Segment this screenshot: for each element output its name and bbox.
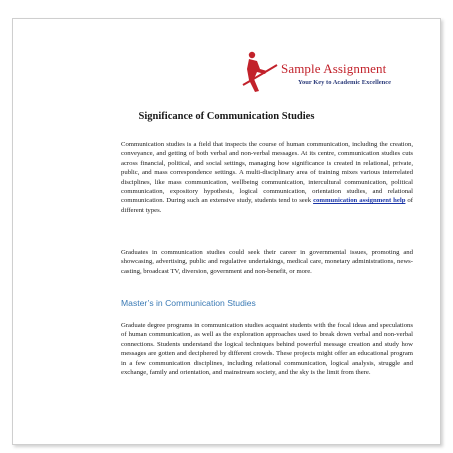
brand-logo	[241, 47, 431, 99]
section-heading-masters: Master’s in Communication Studies	[121, 298, 256, 308]
document-page	[12, 18, 441, 445]
logo-name: Sample Assignment	[281, 61, 387, 76]
page-title: Significance of Communication Studies	[138, 111, 315, 122]
paragraph-intro-tail: of different types.	[121, 197, 413, 214]
paragraph-careers: Graduates in communication studies could seek their career in governmental issues, promoting and showcasing, advertising, public and regulative undertakings, medical care, monetary administrations, news-casting, broadcast TV, diversion, government and non-benefit, or more.	[121, 249, 413, 275]
logo-tagline: Your Key to Academic Excellence	[298, 79, 392, 86]
paragraph-intro-text: Communication studies is a field that inspects the course of human communication, including the creation, conveyance, and getting of both verbal and non-verbal messages. At its centre, communication studies cuts across financial, political, and social settings, managing how significance is created in relational, private, public, and mass correspondence settings. A multi-disciplinary area of training mixes various interrelated disciplines, like mass communication, wellbeing communication, intercultural communication, political communication, expository hypothesis, logical communication, orientation studies, and relational communication. During such an extensive study, students tend to seek	[121, 141, 413, 205]
paragraph-intro	[121, 140, 413, 215]
logo-figure-icon	[241, 47, 281, 95]
paragraph-masters: Graduate degree programs in communication studies acquaint students with the focal ideas and speculations of human communication, as well as the exploration approaches used to break down verbal and non-verbal connections. Students understand the logical techniques behind powerful message creation and study how messages are gotten and deciphered by different crowds. These projects might offer an educational program in a few communication disciplines, including relational communication, logical analysis, struggle and exchange, family and orientation, and mainstream society, and the sky is the limit from there.	[121, 322, 413, 377]
communication-assignment-help-link[interactable]: communication assignment help	[313, 197, 406, 205]
